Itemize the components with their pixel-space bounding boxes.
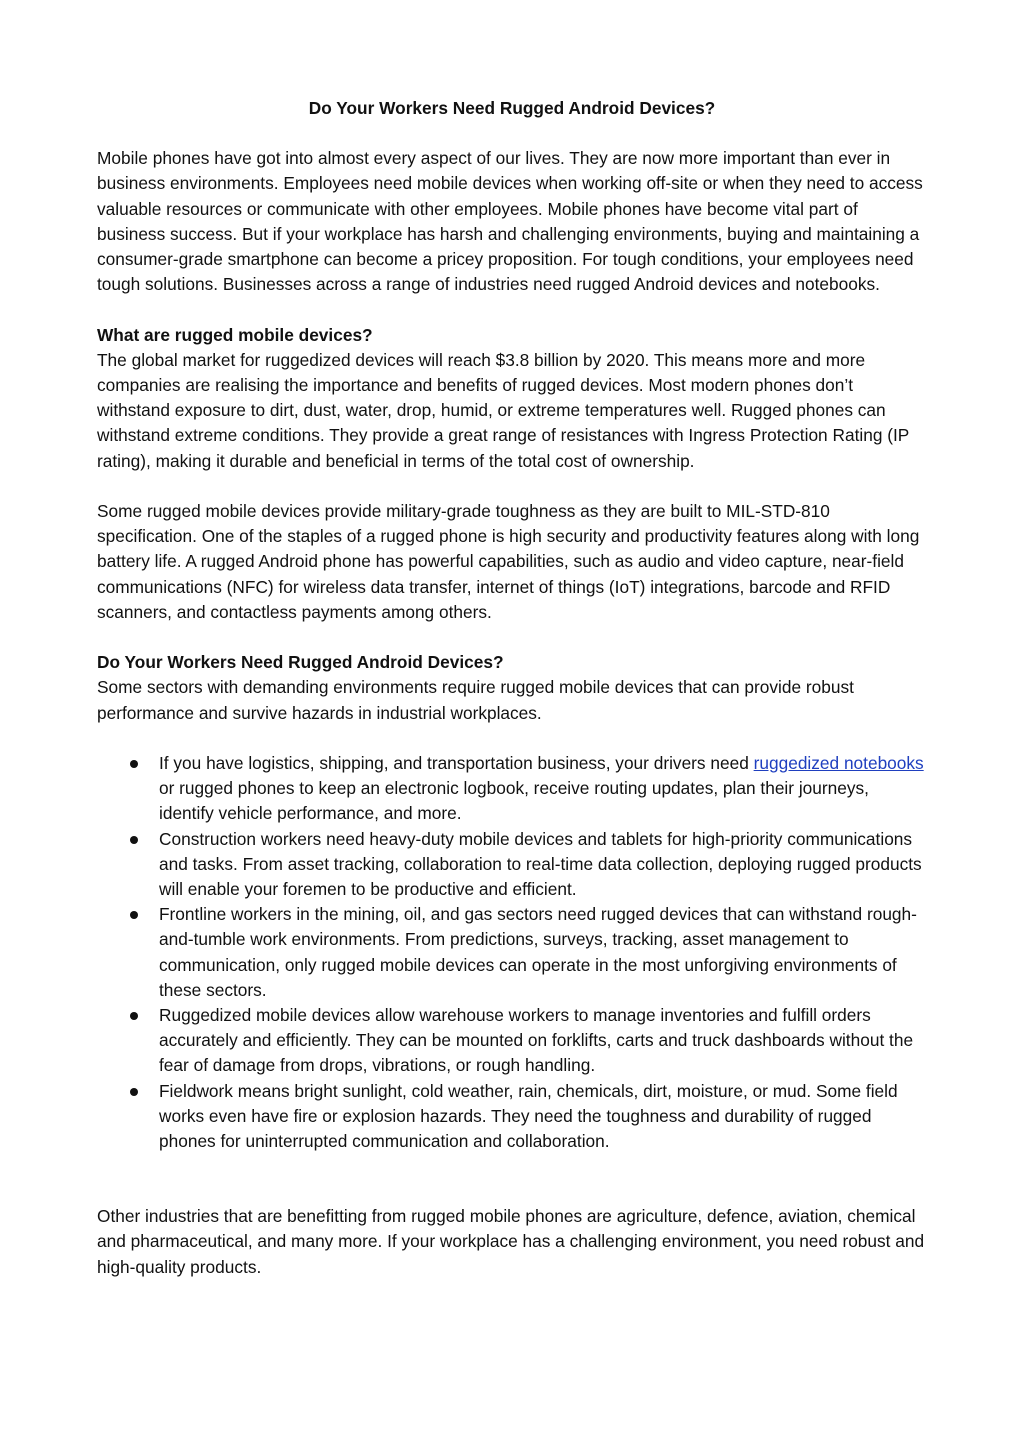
bullet-text-after-link: or rugged phones to keep an electronic logbook, receive routing updates, plan their journeys, identify vehicle performance, and more. (159, 778, 869, 824)
workers-need-paragraph: Some sectors with demanding environments require rugged mobile devices that can provide robust performance and survive hazards in industrial workplaces. (97, 677, 854, 723)
closing-paragraph: Other industries that are benefitting from rugged mobile phones are agriculture, defence, aviation, chemical and pharmaceutical, and many more. If your workplace has a challenging environment, you need robust and high-quality products. (97, 1206, 925, 1277)
industry-bullet-list (97, 751, 927, 1154)
bullet-icon (130, 911, 138, 919)
rugged-devices-paragraph-1: The global market for ruggedized devices will reach $3.8 billion by 2020. This means more and more companies are realising the importance and benefits of rugged devices. Most modern phones don’t withstand exposure to dirt, dust, water, drop, humid, or extreme temperatures well. Rugged phones can withstand extreme conditions. They provide a great range of resistances with Ingress Protection Rating (IP rating), making it durable and beneficial in terms of the total cost of ownership. (97, 349, 909, 471)
bullet-text: Construction workers need heavy-duty mobile devices and tablets for high-priority communications and tasks. From asset tracking, collaboration to real-time data collection, deploying rugged products will enable your foremen to be productive and efficient. (159, 828, 922, 900)
bullet-text: Frontline workers in the mining, oil, and gas sectors need rugged devices that can withstand rough-and-tumble work environments. From predictions, surveys, tracking, asset management to communication, only rugged mobile devices can operate in the most unforgiving environments of these sectors. (159, 904, 917, 1000)
document-page (97, 96, 927, 1280)
document-title: Do Your Workers Need Rugged Android Devices? (308, 98, 716, 118)
bullet-text: Ruggedized mobile devices allow warehouse workers to manage inventories and fulfill orders accurately and efficiently. They can be mounted on forklifts, carts and truck dashboards without the fear of damage from drops, vibrations, or rough handling. (159, 1005, 914, 1076)
bullet-icon (130, 1088, 138, 1096)
list-item (97, 827, 927, 903)
ruggedized-notebooks-link[interactable]: ruggedized notebooks (753, 753, 924, 774)
bullet-icon (130, 1012, 138, 1020)
section-heading-rugged-devices: What are rugged mobile devices? (97, 324, 373, 345)
list-item (97, 902, 927, 1003)
list-item (97, 1003, 927, 1079)
bullet-icon (130, 836, 138, 844)
bullet-text-before-link: If you have logistics, shipping, and transportation business, your drivers need (159, 753, 754, 774)
bullet-text: Fieldwork means bright sunlight, cold weather, rain, chemicals, dirt, moisture, or mud. Some field works even have fire or explosion hazards. They need the toughness and durability of rugged phones for uninterrupted communication and collaboration. (159, 1080, 898, 1152)
list-item (97, 1079, 927, 1155)
section-heading-workers-need: Do Your Workers Need Rugged Android Devices? (97, 652, 504, 673)
rugged-devices-paragraph-2: Some rugged mobile devices provide military-grade toughness as they are built to MIL-STD-810 specification. One of the staples of a rugged phone is high security and productivity features along with long battery life. A rugged Android phone has powerful capabilities, such as audio and video capture, near-field communications (NFC) for wireless data transfer, internet of things (IoT) integrations, barcode and RFID scanners, and contactless payments among others. (97, 501, 920, 622)
bullet-icon (130, 760, 138, 768)
list-item (97, 751, 927, 827)
intro-paragraph: Mobile phones have got into almost every aspect of our lives. They are now more important than ever in business environments. Employees need mobile devices when working off-site or when they need to access valuable resources or communicate with other employees. Mobile phones have become vital part of business success. But if your workplace has harsh and challenging environments, buying and maintaining a consumer-grade smartphone can become a pricey proposition. For tough conditions, your employees need tough solutions. Businesses across a range of industries need rugged Android devices and notebooks. (97, 148, 923, 295)
